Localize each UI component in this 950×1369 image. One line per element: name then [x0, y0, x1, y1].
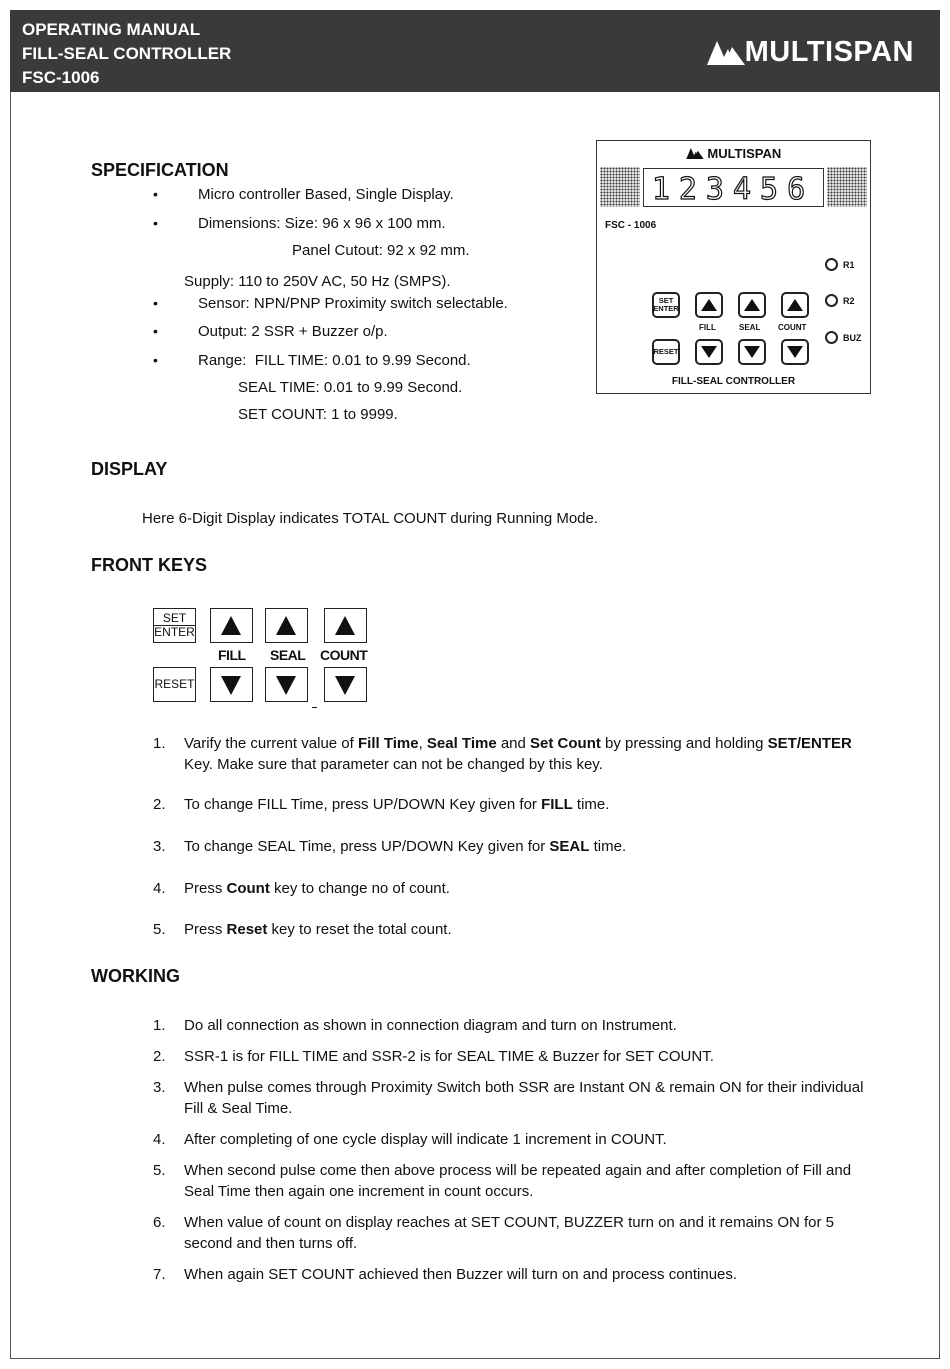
list-text: Press Count key to change no of count. [184, 880, 450, 897]
led-label: R2 [843, 295, 855, 306]
list-text: When pulse comes through Proximity Switch both SSR are Instant ON & remain ON for their individual Fill & Seal Time. [184, 1079, 864, 1117]
down-arrow-icon [787, 346, 803, 358]
specification-heading: SPECIFICATION [91, 160, 229, 180]
list-number: 1. [153, 1017, 166, 1034]
panel-brand [597, 146, 870, 161]
speaker-grille-left [600, 167, 640, 207]
bullet: • [153, 323, 158, 339]
up-arrow-icon [211, 609, 251, 641]
key-label: SET [162, 611, 187, 625]
led-indicator-icon [825, 258, 838, 271]
controller-panel-illustration [596, 140, 871, 394]
list-text: When value of count on display reaches at SET COUNT, BUZZER turn on and it remains ON for 5 second and then turns off. [184, 1214, 835, 1252]
spec-line: Supply: 110 to 250V AC, 50 Hz (SMPS). [184, 273, 451, 290]
reset-key [153, 667, 196, 702]
display-digits: 123456 [651, 172, 815, 205]
fill-down-key [210, 667, 253, 702]
list-number: 2. [153, 1048, 166, 1065]
header-bar [10, 10, 940, 92]
panel-seal-down-key [738, 339, 766, 365]
down-arrow-icon [701, 346, 717, 358]
list-number: 3. [153, 838, 166, 855]
multispan-logo-icon [707, 41, 745, 65]
list-number: 4. [153, 880, 166, 897]
down-arrow-icon [266, 668, 306, 700]
count-down-key [324, 667, 367, 702]
led-buz [825, 331, 862, 344]
list-number: 6. [153, 1214, 166, 1231]
display-heading: DISPLAY [91, 459, 168, 479]
count-up-key [324, 608, 367, 643]
front-keys-heading: FRONT KEYS [91, 555, 208, 575]
panel-model-label: FSC - 1006 [605, 220, 657, 231]
down-arrow-icon [744, 346, 760, 358]
list-text: When second pulse come then above process will be repeated again and after completion of Fill and Seal Time then again one increment in count occurs. [184, 1162, 852, 1200]
seven-segment-display [643, 168, 824, 207]
panel-set-enter-key [652, 292, 680, 318]
key-label: RESET [154, 677, 195, 691]
bullet: • [153, 295, 158, 311]
header-title-manual: OPERATING MANUAL [22, 20, 201, 39]
key-label: RESET [653, 347, 679, 356]
panel-reset-key [652, 339, 680, 365]
up-arrow-icon [701, 299, 717, 311]
list-number: 7. [153, 1266, 166, 1283]
brand-name: MULTISPAN [744, 36, 914, 68]
list-text: When again SET COUNT achieved then Buzzer will turn on and process continues. [184, 1266, 738, 1283]
display-description: Here 6-Digit Display indicates TOTAL COUNT during Running Mode. [142, 510, 599, 527]
down-arrow-icon [211, 668, 251, 700]
working-heading: WORKING [91, 966, 180, 986]
key-label: SET [658, 296, 674, 305]
led-label: BUZ [843, 332, 862, 343]
bullet: • [153, 352, 158, 368]
up-arrow-icon [744, 299, 760, 311]
list-text: To change FILL Time, press UP/DOWN Key given for FILL time. [184, 796, 610, 813]
header-title-product: FILL-SEAL CONTROLLER [22, 44, 232, 63]
led-indicator-icon [825, 331, 838, 344]
bullet: • [153, 215, 158, 231]
seal-up-key [265, 608, 308, 643]
panel-footer-label: FILL-SEAL CONTROLLER [671, 376, 796, 387]
panel-seal-caption: SEAL [739, 323, 761, 332]
fill-up-key [210, 608, 253, 643]
spec-line: SEAL TIME: 0.01 to 9.99 Second. [238, 379, 463, 396]
list-number: 5. [153, 1162, 166, 1179]
panel-seal-up-key [738, 292, 766, 318]
spec-line: Panel Cutout: 92 x 92 mm. [292, 242, 470, 259]
panel-fill-up-key [695, 292, 723, 318]
list-text: After completing of one cycle display will indicate 1 increment in COUNT. [184, 1131, 667, 1148]
panel-fill-caption: FILL [699, 323, 716, 332]
spec-line: Dimensions: Size: 96 x 96 x 100 mm. [198, 215, 446, 232]
up-arrow-icon [787, 299, 803, 311]
list-number: 4. [153, 1131, 166, 1148]
list-text: Do all connection as shown in connection diagram and turn on Instrument. [184, 1017, 677, 1034]
decorative-dash [312, 707, 317, 708]
seal-down-key [265, 667, 308, 702]
speaker-grille-right [827, 167, 867, 207]
spec-line: Micro controller Based, Single Display. [198, 186, 454, 203]
spec-line: Range: FILL TIME: 0.01 to 9.99 Second. [198, 352, 471, 369]
list-text: Varify the current value of Fill Time, Seal Time and Set Count by pressing and holding SET/ENTER Key. Make sure that parameter can not be changed by this key. [184, 735, 852, 773]
up-arrow-icon [325, 609, 365, 641]
key-label: ENTER [154, 625, 195, 639]
led-r2 [825, 294, 855, 307]
panel-count-up-key [781, 292, 809, 318]
seal-caption: SEAL [270, 647, 306, 663]
led-label: R1 [843, 259, 855, 270]
list-number: 2. [153, 796, 166, 813]
list-number: 5. [153, 921, 166, 938]
brand-logo [707, 36, 914, 69]
panel-count-down-key [781, 339, 809, 365]
panel-brand-name: MULTISPAN [707, 146, 782, 161]
list-number: 1. [153, 735, 166, 752]
fill-caption: FILL [218, 647, 246, 663]
panel-fill-down-key [695, 339, 723, 365]
spec-line: Sensor: NPN/PNP Proximity switch selectable. [198, 295, 508, 312]
list-text: To change SEAL Time, press UP/DOWN Key given for SEAL time. [184, 838, 627, 855]
header-titles [22, 18, 231, 90]
bullet: • [153, 186, 158, 202]
list-number: 3. [153, 1079, 166, 1096]
led-r1 [825, 258, 855, 271]
down-arrow-icon [325, 668, 365, 700]
header-title-model: FSC-1006 [22, 68, 100, 87]
set-enter-key [153, 608, 196, 643]
up-arrow-icon [266, 609, 306, 641]
multispan-logo-icon [686, 148, 704, 159]
list-text: SSR-1 is for FILL TIME and SSR-2 is for SEAL TIME & Buzzer for SET COUNT. [184, 1048, 714, 1065]
spec-line: SET COUNT: 1 to 9999. [238, 406, 398, 423]
list-text: Press Reset key to reset the total count. [184, 921, 452, 938]
count-caption: COUNT [320, 647, 368, 663]
spec-line: Output: 2 SSR + Buzzer o/p. [198, 323, 388, 340]
led-indicator-icon [825, 294, 838, 307]
key-label: ENTER [653, 304, 679, 313]
panel-count-caption: COUNT [778, 323, 807, 332]
